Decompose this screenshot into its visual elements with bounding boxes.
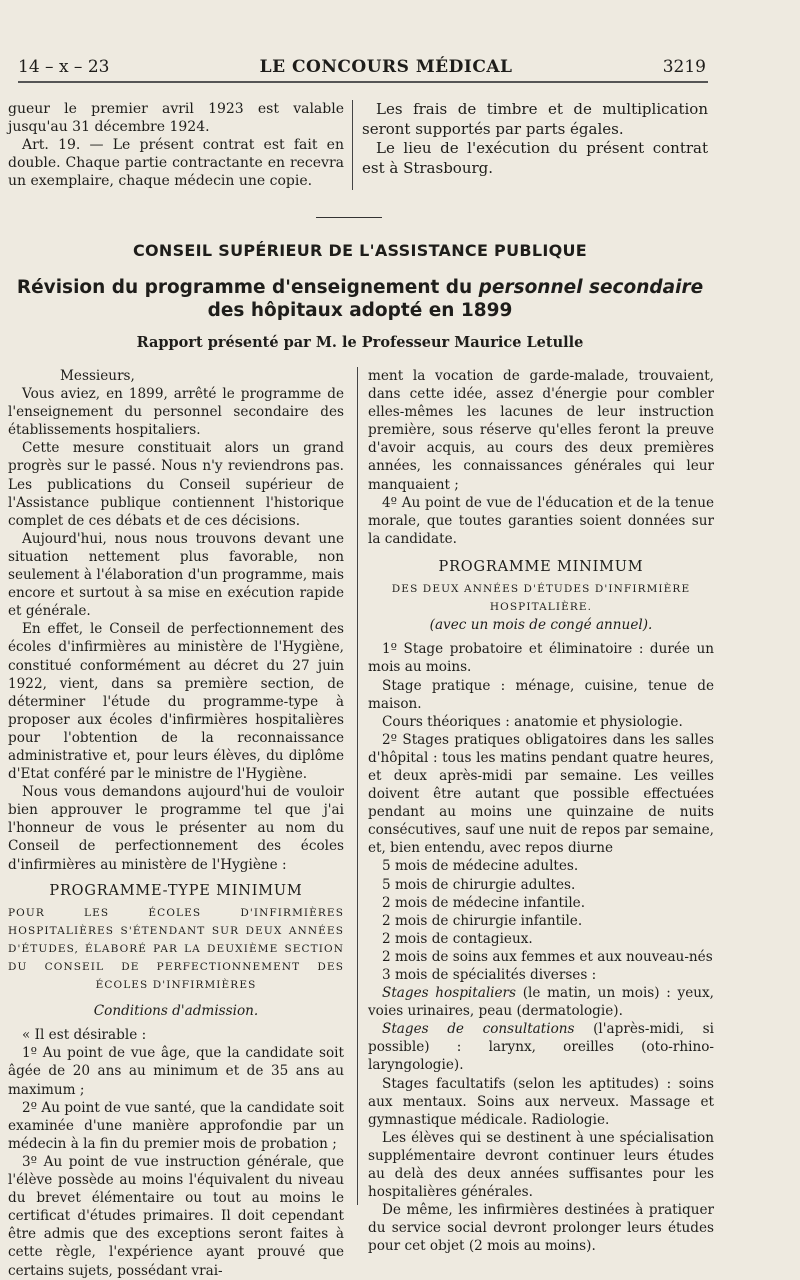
stages-facultatifs: Stages facultatifs (selon les aptitudes) : soins aux mentaux. Soins aux nerveux. Massage et gymnastique médicale. Radiologie. <box>368 1075 714 1128</box>
conditions-intro: « Il est désirable : <box>22 1027 147 1044</box>
article-byline: Rapport présenté par M. le Professeur Maurice Letulle <box>136 334 584 351</box>
programme-minimum-title: PROGRAMME MINIMUM <box>438 558 644 575</box>
list-item: 3 mois de spécialités diverses : <box>382 967 597 983</box>
body-paragraph: Cette mesure constituait alors un grand progrès sur le passé. Nous n'y reviendrons pas. Les publications du Conseil supérieur de l'Assistance publique contiennent l'historique complet de ces débats et de ces décisions. <box>8 440 344 529</box>
main-right-column <box>368 367 714 1256</box>
specialisation-paragraph: Les élèves qui se destinent à une spécialisation supplémentaire devront continuer leurs études au delà des deux années suffisantes pour les hospitalières générales. <box>368 1129 714 1201</box>
stages-consultations-label: Stages de consultations <box>382 1021 575 1038</box>
list-item: 5 mois de chirurgie adultes. <box>382 876 576 893</box>
body-paragraph: Vous aviez, en 1899, arrêté le programme de l'enseignement du personnel secondaire des établissements hospitaliers. <box>8 386 344 439</box>
stages-consultations <box>368 1020 714 1074</box>
stages-consultations-text: (l'après-midi, si possible) : larynx, oreilles (oto-rhino-laryngologie). <box>368 1021 714 1074</box>
top-left-column <box>8 100 344 190</box>
condition-item: 2º Au point de vue santé, que la candidate soit examinée d'une manière approfondie par un médecin à la fin du premier mois de probation ; <box>8 1099 344 1152</box>
condition-item: 1º Au point de vue âge, que la candidate soit âgée de 20 ans au minimum et de 35 ans au maximum ; <box>8 1045 344 1098</box>
conditions-title: Conditions d'admission. <box>93 1003 259 1020</box>
body-paragraph: Nous vous demandons aujourd'hui de vouloir bien approuver le programme tel que j'ai l'honneur de vous le présenter au nom du Conseil de perfectionnement des écoles d'infirmières au ministère de l'Hygiène : <box>8 784 344 873</box>
programme-type-title: PROGRAMME-TYPE MINIMUM <box>49 882 303 899</box>
body-paragraph: Aujourd'hui, nous nous trouvons devant une situation nettement plus favorable, non seulement à l'élaboration d'un programme, mais encore et surtout à sa mise en exécution rapide et générale. <box>8 530 344 620</box>
body-paragraph: En effet, le Conseil de perfectionnement des écoles d'infirmières au ministère de l'Hygiène, constitué conformément au décret du 27 juin 1922, vient, dans sa première section, de déterminer l'étude du programme-type à proposer aux écoles d'infirmières hospitalières pour l'obtention de la reconnaissance administrative et, pour leurs élèves, du diplôme d'Etat conféré par le ministre de l'Hygiène. <box>8 621 344 783</box>
list-item: 2 mois de médecine infantile. <box>382 894 586 911</box>
column-divider <box>357 367 358 1205</box>
column-divider <box>352 100 353 190</box>
service-social-paragraph: De même, les infirmières destinées à pratiquer du service social devront prolonger leurs études pour cet objet (2 mois au moins). <box>368 1202 714 1255</box>
stages-hospitaliers-label: Stages hospitaliers <box>382 985 517 1002</box>
top-left-paragraph: gueur le premier avril 1923 est valable jusqu'au 31 décembre 1924. <box>8 101 344 136</box>
list-item: 5 mois de médecine adultes. <box>382 858 579 875</box>
article-title-line2: des hôpitaux adopté en 1899 <box>207 300 513 321</box>
section-separator <box>316 217 382 218</box>
programme-minimum-subtitle: DES DEUX ANNÉES D'ÉTUDES D'INFIRMIÈRE HOSPITALIÈRE. <box>391 583 691 614</box>
top-right-column <box>362 100 708 178</box>
header-rule <box>18 81 708 83</box>
header-journal-title: LE CONCOURS MÉDICAL <box>259 57 513 77</box>
list-item: 2 mois de contagieux. <box>382 930 533 947</box>
list-item: 2 mois de chirurgie infantile. <box>382 912 583 929</box>
stage-item: 2º Stages pratiques obligatoires dans les salles d'hôpital : tous les matins pendant quatre heures, et deux après-midi par semaine. Les veilles doivent être autant que possible effectuées pendant au moins une quinzaine de nuits consécutives, sauf une nuit de repos par semaine, et, bien entendu, avec repos diurne <box>368 731 714 857</box>
main-left-column <box>8 367 344 1280</box>
top-right-paragraph: Les frais de timbre et de multiplication seront supportés par parts égales. <box>362 100 708 138</box>
top-right-paragraph: Le lieu de l'exécution du présent contrat est à Strasbourg. <box>362 139 708 177</box>
continuation-paragraph: ment la vocation de garde-malade, trouvaient, dans cette idée, assez d'énergie pour combler elles-mêmes les lacunes de leur instruction première, sous réserve qu'elles feront la preuve d'avoir acquis, au cours des deux premières années, les connaissances générales qui leur manquaient ; <box>368 368 714 493</box>
stages-hospitaliers <box>368 984 714 1020</box>
salutation: Messieurs, <box>60 368 135 384</box>
stages-hospitaliers-text: (le matin, un mois) : yeux, voies urinaires, peau (dermatologie). <box>368 985 715 1020</box>
article-title-part: Révision du programme d'enseignement du <box>16 277 479 298</box>
header-date: 14 – x – 23 <box>18 57 110 77</box>
programme-type-subtitle: POUR LES ÉCOLES D'INFIRMIÈRES HOSPITALIÈRES S'ÉTENDANT SUR DEUX ANNÉES D'ÉTUDES, ÉLABORÉ PAR LA DEUXIÈME SECTION DU CONSEIL DE PERFECTIONNEMENT DES ÉCOLES D'INFIRMIÈRES <box>8 906 344 992</box>
article-title <box>0 276 720 322</box>
top-left-paragraph: Art. 19. — Le présent contrat est fait en double. Chaque partie contractante en recevra un exemplaire, chaque médecin une copie. <box>8 137 344 190</box>
months-list <box>368 857 714 984</box>
stage-item: Stage pratique : ménage, cuisine, tenue de maison. <box>368 677 714 712</box>
list-item: 2 mois de soins aux femmes et aux nouveau-nés <box>382 948 713 965</box>
article-title-italic: personnel secondaire <box>478 277 704 298</box>
condition-item: 3º Au point de vue instruction générale, que l'élève possède au moins l'équivalent du niveau du brevet élémentaire ou tout au moins le certificat d'études primaires. Il doit cependant être admis que des exceptions seront faites à cette règle, l'expérience ayant prouvé que certains sujets, possédant vrai- <box>8 1153 344 1279</box>
header-page-number: 3219 <box>662 57 706 77</box>
page-header <box>18 56 706 78</box>
condition-item: 4º Au point de vue de l'éducation et de la tenue morale, que toutes garanties soient données sur la candidate. <box>368 494 714 547</box>
stage-item: 1º Stage probatoire et éliminatoire : durée un mois au moins. <box>368 641 714 676</box>
programme-minimum-note: (avec un mois de congé annuel). <box>429 617 653 634</box>
section-heading: CONSEIL SUPÉRIEUR DE L'ASSISTANCE PUBLIQUE <box>132 241 588 260</box>
stage-item: Cours théoriques : anatomie et physiologie. <box>382 713 683 730</box>
